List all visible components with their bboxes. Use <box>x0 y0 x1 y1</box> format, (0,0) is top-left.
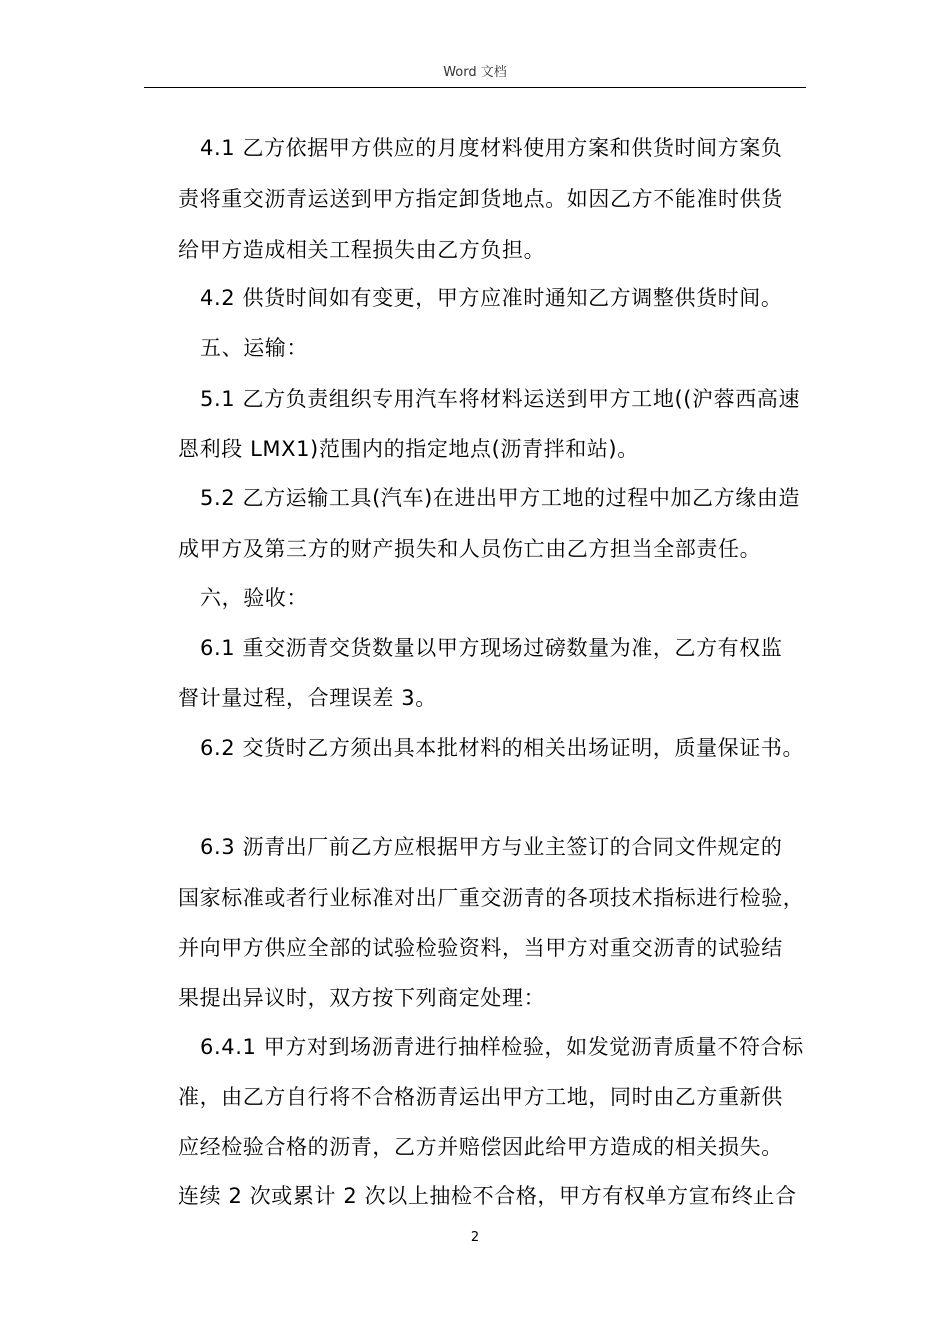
paragraph-line: 给甲方造成相关工程损失由乙方负担。 <box>178 238 546 262</box>
paragraph-line: 国家标准或者行业标准对出厂重交沥青的各项技术指标进行检验， <box>178 886 805 910</box>
paragraph-line: 6.3 沥青出厂前乙方应根据甲方与业主签订的合同文件规定的 <box>200 835 783 859</box>
paragraph-line: 成甲方及第三方的财产损失和人员伤亡由乙方担当全部责任。 <box>178 537 762 561</box>
paragraph-line: 6.2 交货时乙方须出具本批材料的相关出场证明，质量保证书。 <box>200 736 805 760</box>
paragraph-line: 督计量过程，合理误差 3。 <box>178 686 437 710</box>
paragraph-line: 6.4.1 甲方对到场沥青进行抽样检验，如发觉沥青质量不符合标 <box>200 1035 804 1059</box>
paragraph-line: 果提出异议时，双方按下列商定处理： <box>178 986 546 1010</box>
paragraph-line: 准，由乙方自行将不合格沥青运出甲方工地，同时由乙方重新供 <box>178 1085 783 1109</box>
paragraph-line: 并向甲方供应全部的试验检验资料，当甲方对重交沥青的试验结 <box>178 936 783 960</box>
paragraph-line: 6.1 重交沥青交货数量以甲方现场过磅数量为准，乙方有权监 <box>200 636 783 660</box>
paragraph-line: 连续 2 次或累计 2 次以上抽检不合格，甲方有权单方宣布终止合 <box>178 1184 797 1208</box>
paragraph-line: 恩利段 LMX1)范围内的指定地点(沥青拌和站)。 <box>178 437 639 461</box>
paragraph-line: 4.1 乙方依据甲方供应的月度材料使用方案和供货时间方案负 <box>200 136 783 160</box>
paragraph-line: 责将重交沥青运送到甲方指定卸货地点。如因乙方不能准时供货 <box>178 187 783 211</box>
section-heading: 六，验收： <box>200 586 308 610</box>
page-number: 2 <box>470 1230 480 1245</box>
paragraph-line: 4.2 供货时间如有变更，甲方应准时通知乙方调整供货时间。 <box>200 286 783 310</box>
paragraph-line: 5.1 乙方负责组织专用汽车将材料运送到甲方工地((沪蓉西高速 <box>200 387 801 411</box>
paragraph-line: 应经检验合格的沥青，乙方并赔偿因此给甲方造成的相关损失。 <box>178 1135 783 1159</box>
header-divider <box>144 87 806 88</box>
section-heading: 五、运输： <box>200 336 308 360</box>
page-header: Word 文档 <box>443 65 507 80</box>
paragraph-line: 5.2 乙方运输工具(汽车)在进出甲方工地的过程中加乙方缘由造 <box>200 486 801 510</box>
